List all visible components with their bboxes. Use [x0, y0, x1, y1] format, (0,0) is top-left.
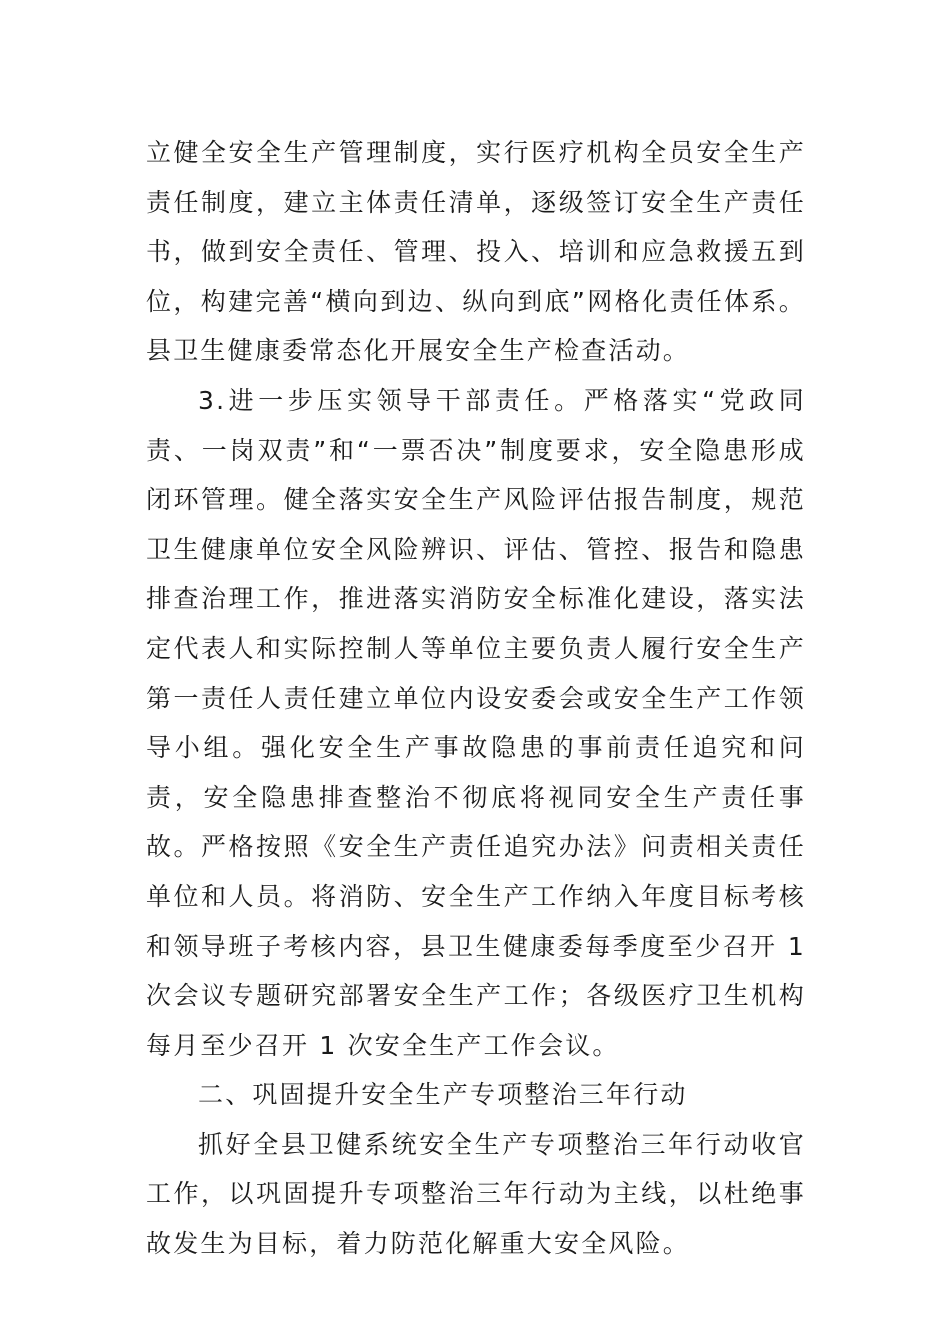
document-body: [146, 128, 806, 1269]
paragraph-leadership-responsibility: 3.进一步压实领导干部责任。严格落实“党政同责、一岗双责”和“一票否决”制度要求，安全隐患形成闭环管理。健全落实安全生产风险评估报告制度，规范卫生健康单位安全风险辨识、评估、管控、报告和隐患排查治理工作，推进落实消防安全标准化建设，落实法定代表人和实际控制人等单位主要负责人履行安全生产第一责任人责任建立单位内设安委会或安全生产工作领导小组。强化安全生产事故隐患的事前责任追究和问责，安全隐患排查整治不彻底将视同安全生产责任事故。严格按照《安全生产责任追究办法》问责相关责任单位和人员。将消防、安全生产工作纳入年度目标考核和领导班子考核内容，县卫生健康委每季度至少召开 1 次会议专题研究部署安全生产工作；各级医疗卫生机构每月至少召开 1 次安全生产工作会议。: [146, 385, 806, 1060]
section-heading-two: 二、巩固提升安全生产专项整治三年行动: [198, 1080, 688, 1110]
paragraph-three-year-action: 抓好全县卫健系统安全生产专项整治三年行动收官工作，以巩固提升专项整治三年行动为主线，以杜绝事故发生为目标，着力防范化解重大安全风险。: [146, 1129, 806, 1259]
paragraph-responsibility-system: 立健全安全生产管理制度，实行医疗机构全员安全生产责任制度，建立主体责任清单，逐级签订安全生产责任书，做到安全责任、管理、投入、培训和应急救援五到位，构建完善“横向到边、纵向到底”网格化责任体系。县卫生健康委常态化开展安全生产检查活动。: [146, 138, 806, 366]
